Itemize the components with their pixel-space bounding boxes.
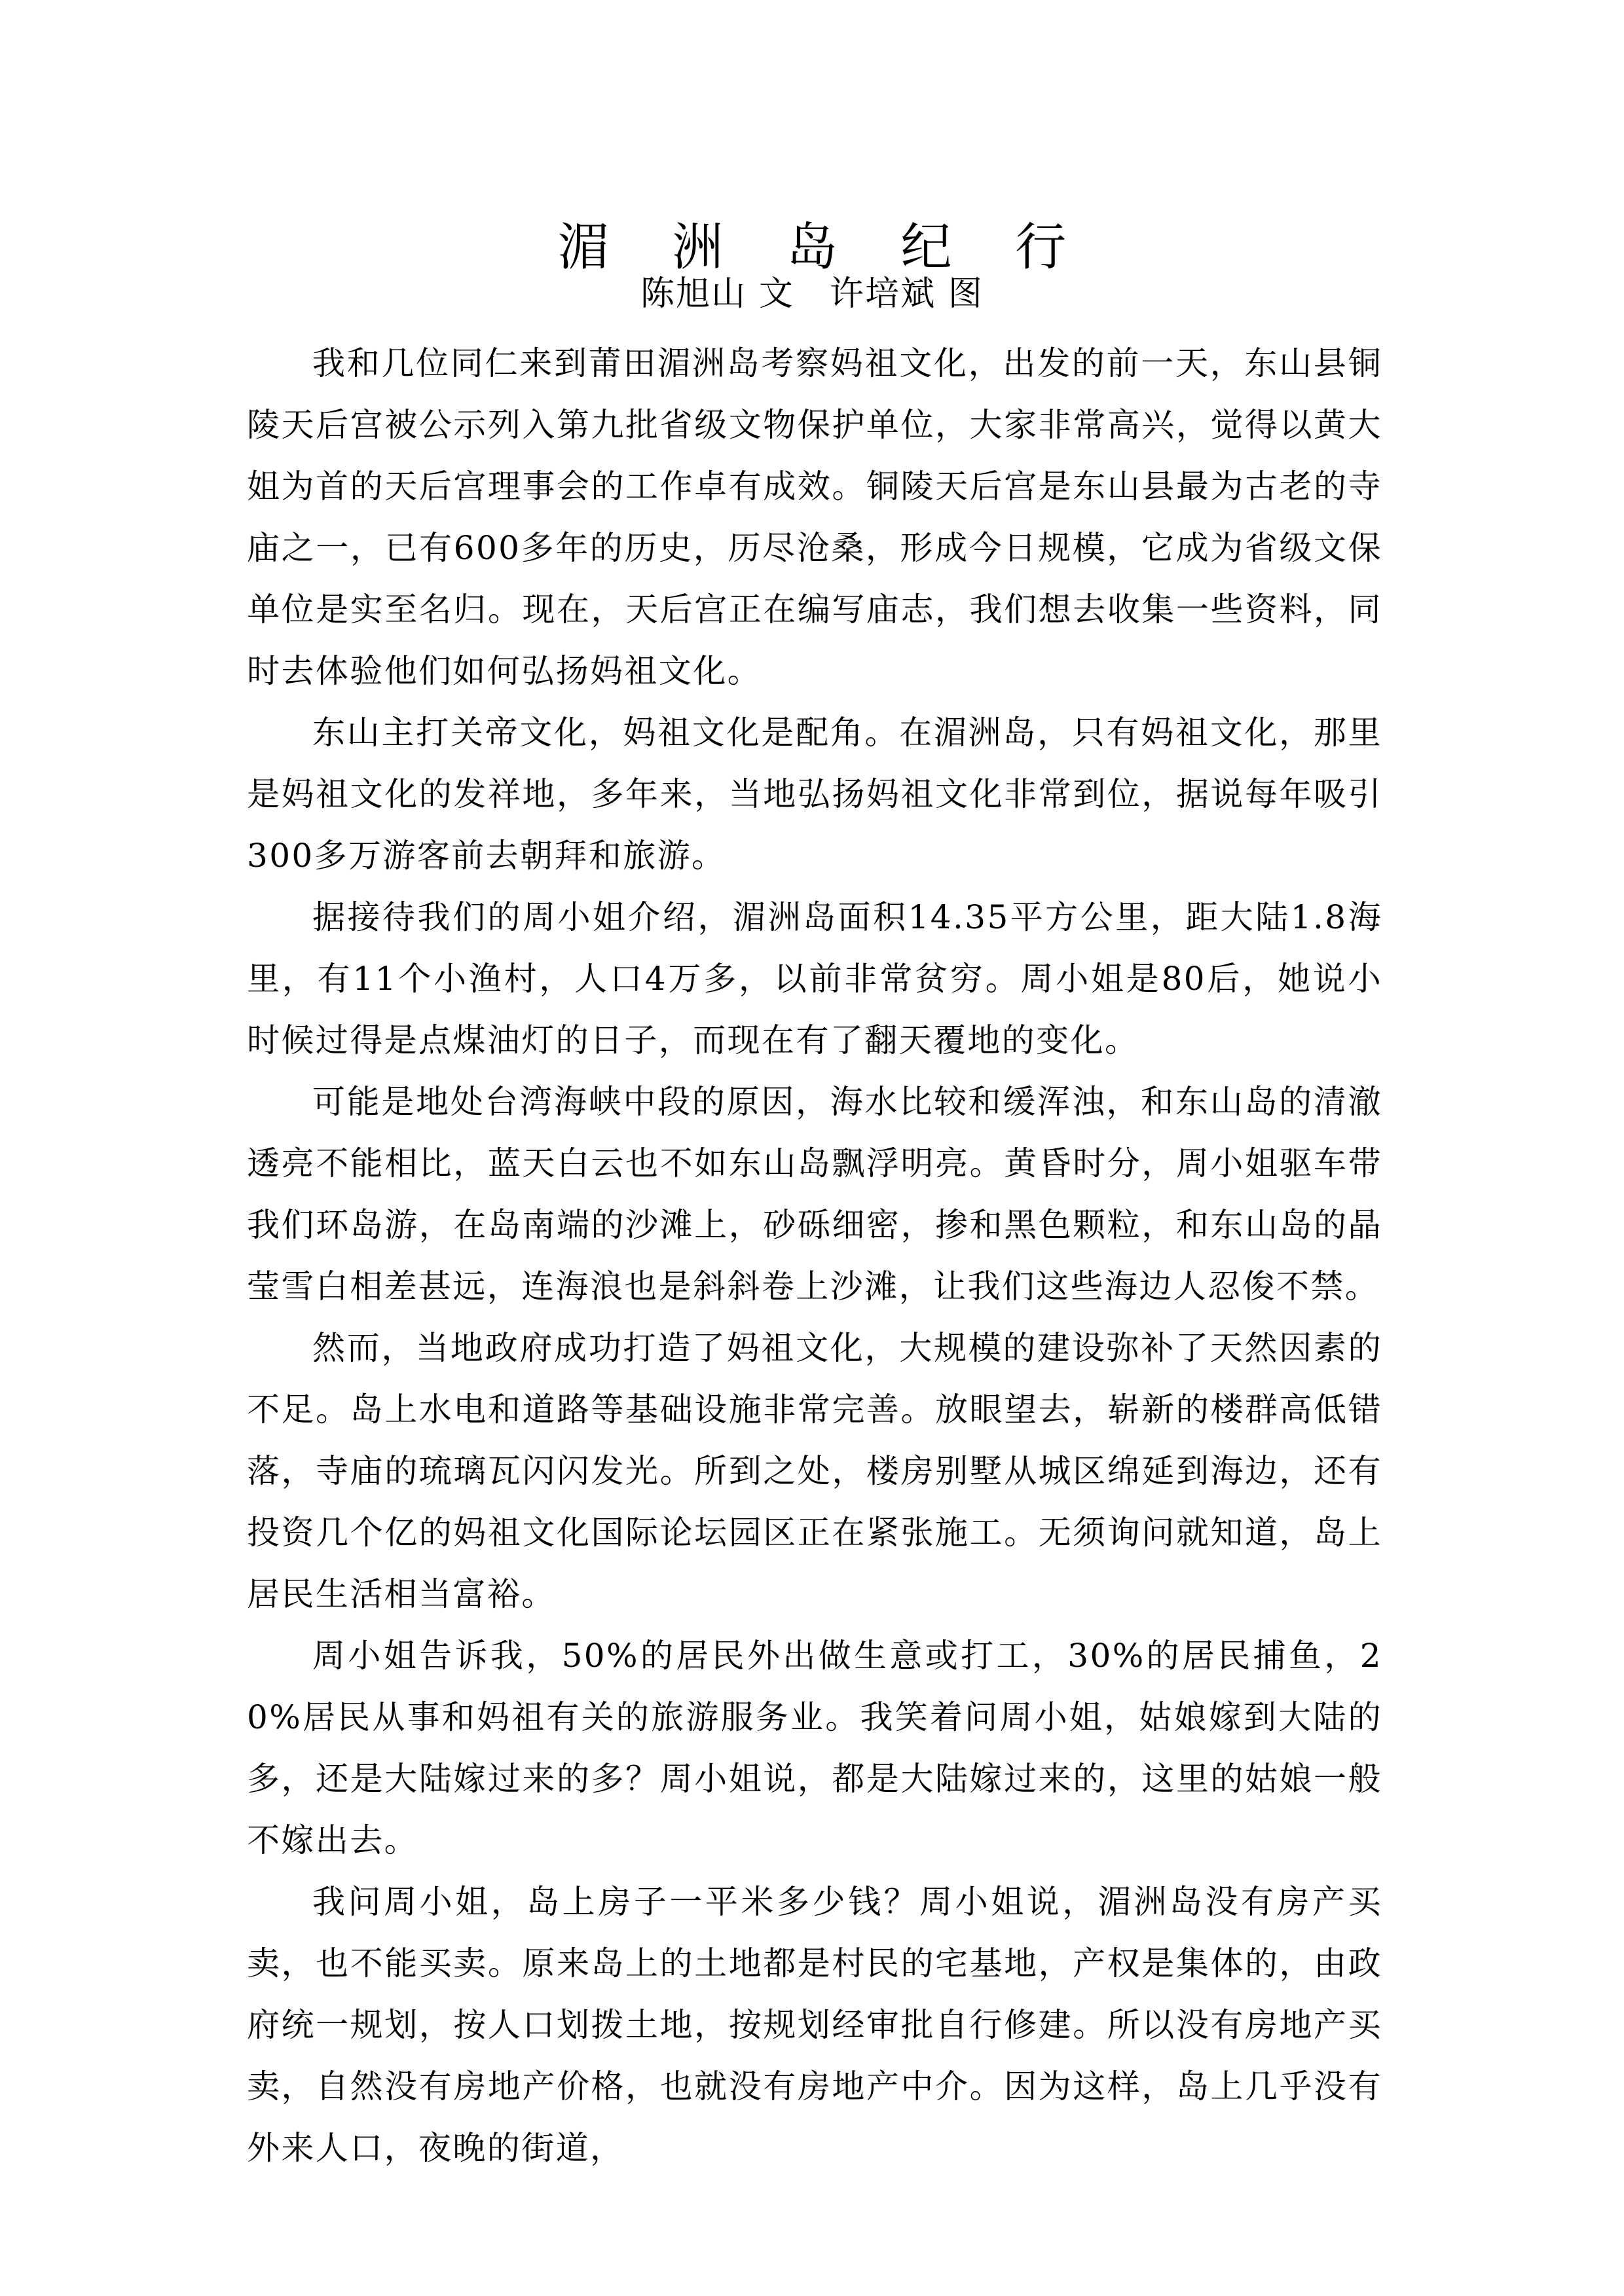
article-body: [247, 333, 1382, 2179]
paragraph: 我问周小姐，岛上房子一平米多少钱？周小姐说，湄洲岛没有房产买卖，也不能买卖。原来岛上的土地都是村民的宅基地，产权是集体的，由政府统一规划，按人口划拨土地，按规划经审批自行修建。所以没有房地产买卖，自然没有房地产价格，也就没有房地产中介。因为这样，岛上几乎没有外来人口，夜晚的街道，: [247, 1883, 1382, 2167]
paragraph: 周小姐告诉我，50%的居民外出做生意或打工，30%的居民捕鱼，20%居民从事和妈祖有关的旅游服务业。我笑着问周小姐，姑娘嫁到大陆的多，还是大陆嫁过来的多？周小姐说，都是大陆嫁过来的，这里的姑娘一般不嫁出去。: [247, 1637, 1382, 1859]
page-title: 湄 洲 岛 纪 行: [557, 218, 1090, 278]
paragraph: 东山主打关帝文化，妈祖文化是配角。在湄洲岛，只有妈祖文化，那里是妈祖文化的发祥地，多年来，当地弘扬妈祖文化非常到位，据说每年吸引300多万游客前去朝拜和旅游。: [247, 714, 1382, 875]
paragraph: 可能是地处台湾海峡中段的原因，海水比较和缓浑浊，和东山岛的清澈透亮不能相比，蓝天白云也不如东山岛飘浮明亮。黄昏时分，周小姐驱车带我们环岛游，在岛南端的沙滩上，砂砾细密，掺和黑色颗粒，和东山岛的晶莹雪白相差甚远，连海浪也是斜斜卷上沙滩，让我们这些海边人忍俊不禁。: [247, 1083, 1382, 1305]
byline: 陈旭山 文 许培斌 图: [640, 274, 984, 314]
paragraph: 我和几位同仁来到莆田湄洲岛考察妈祖文化，出发的前一天，东山县铜陵天后宫被公示列入第九批省级文物保护单位，大家非常高兴，觉得以黄大姐为首的天后宫理事会的工作卓有成效。铜陵天后宫是东山县最为古老的寺庙之一，已有600多年的历史，历尽沧桑，形成今日规模，它成为省级文保单位是实至名归。现在，天后宫正在编写庙志，我们想去收集一些资料，同时去体验他们如何弘扬妈祖文化。: [247, 344, 1382, 690]
paragraph: 然而，当地政府成功打造了妈祖文化，大规模的建设弥补了天然因素的不足。岛上水电和道路等基础设施非常完善。放眼望去，崭新的楼群高低错落，寺庙的琉璃瓦闪闪发光。所到之处，楼房别墅从城区绵延到海边，还有投资几个亿的妈祖文化国际论坛园区正在紧张施工。无须询问就知道，岛上居民生活相当富裕。: [247, 1329, 1382, 1613]
paragraph: 据接待我们的周小姐介绍，湄洲岛面积14.35平方公里，距大陆1.8海里，有11个小渔村，人口4万多，以前非常贫穷。周小姐是80后，她说小时候过得是点煤油灯的日子，而现在有了翻天覆地的变化。: [247, 898, 1382, 1059]
